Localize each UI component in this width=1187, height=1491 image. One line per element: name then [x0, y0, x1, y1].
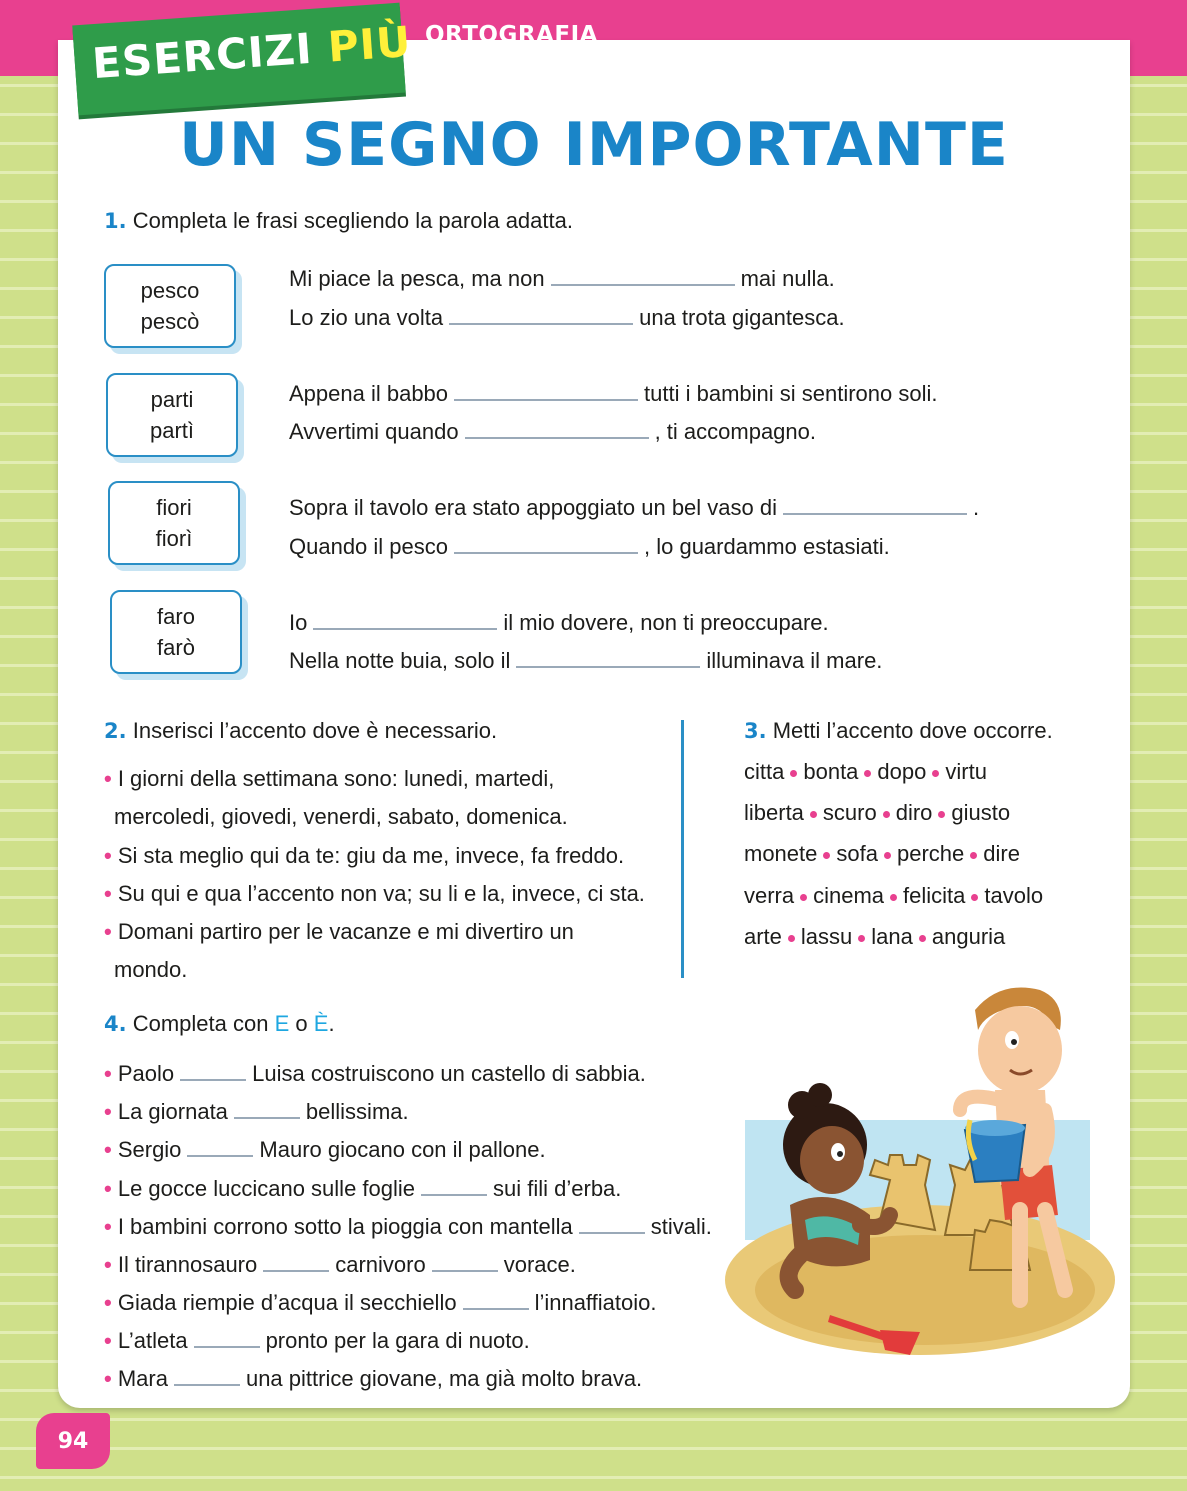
beach-sandcastle-illustration: [720, 970, 1120, 1380]
exercise-4-title: 4. Completa con E o È.: [104, 1011, 335, 1036]
answer-blank[interactable]: [551, 284, 735, 286]
answer-blank[interactable]: [313, 628, 497, 630]
list-item-continued: mercoledi, giovedi, venerdi, sabato, domenica.: [114, 804, 568, 829]
list-item: • Giada riempie d’acqua il secchiello l’innaffiatoio.: [104, 1290, 657, 1315]
answer-blank[interactable]: [516, 666, 700, 668]
word-row: verra cinema felicita tavolo: [744, 883, 1044, 908]
sentence-line: Nella notte buia, solo il illuminava il mare.: [289, 648, 883, 673]
list-item: • Mara una pittrice giovane, ma già molto brava.: [104, 1366, 643, 1391]
answer-blank[interactable]: [579, 1232, 645, 1234]
answer-blank[interactable]: [432, 1270, 498, 1272]
list-item: • Su qui e qua l’accento non va; su li e la, invece, ci sta.: [104, 881, 645, 906]
list-item: • Sergio Mauro giocano con il pallone.: [104, 1137, 546, 1162]
sentence-line: Appena il babbo tutti i bambini si sentirono soli.: [289, 381, 938, 406]
word-box-pesco: pesco pescò: [104, 264, 236, 348]
list-item: • L’atleta pronto per la gara di nuoto.: [104, 1328, 530, 1353]
list-item: • Le gocce luccicano sulle foglie sui fili d’erba.: [104, 1176, 622, 1201]
word-box-parti: parti partì: [106, 373, 238, 457]
list-item: • Paolo Luisa costruiscono un castello di sabbia.: [104, 1061, 646, 1086]
answer-blank[interactable]: [174, 1384, 240, 1386]
word-row: liberta scuro diro giusto: [744, 800, 1011, 825]
word-box-faro: faro farò: [110, 590, 242, 674]
sentence-line: Sopra il tavolo era stato appoggiato un bel vaso di .: [289, 495, 980, 520]
word-row: arte lassu lana anguria: [744, 924, 1006, 949]
answer-blank[interactable]: [421, 1194, 487, 1196]
list-item: • I bambini corrono sotto la pioggia con mantella stivali.: [104, 1214, 712, 1239]
answer-blank[interactable]: [454, 552, 638, 554]
answer-blank[interactable]: [234, 1117, 300, 1119]
answer-blank[interactable]: [783, 513, 967, 515]
sentence-line: Mi piace la pesca, ma non mai nulla.: [289, 266, 835, 291]
sentence-line: Quando il pesco , lo guardammo estasiati.: [289, 534, 890, 559]
word-row: citta bonta dopo virtu: [744, 759, 987, 784]
exercise-2-title: 2. Inserisci l’accento dove è necessario.: [104, 718, 498, 743]
answer-blank[interactable]: [187, 1155, 253, 1157]
word-box-fiori: fiori fiorì: [108, 481, 240, 565]
badge-word-esercizi: ESERCIZI: [90, 23, 315, 89]
list-item-continued: mondo.: [114, 957, 188, 982]
exercise-1-title: 1. Completa le frasi scegliendo la parola adatta.: [104, 208, 573, 233]
answer-blank[interactable]: [454, 399, 638, 401]
badge-word-piu: PIÙ: [326, 16, 413, 72]
answer-blank[interactable]: [180, 1079, 246, 1081]
word-row: monete sofa perche dire: [744, 841, 1020, 866]
sentence-line: Avvertimi quando , ti accompagno.: [289, 419, 817, 444]
sentence-line: Lo zio una volta una trota gigantesca.: [289, 305, 845, 330]
answer-blank[interactable]: [465, 437, 649, 439]
list-item: • La giornata bellissima.: [104, 1099, 409, 1124]
exercise-3-title: 3. Metti l’accento dove occorre.: [744, 718, 1053, 743]
column-divider: [681, 720, 684, 978]
page-number: 94: [36, 1413, 110, 1469]
sentence-line: Io il mio dovere, non ti preoccupare.: [289, 610, 829, 635]
answer-blank[interactable]: [463, 1308, 529, 1310]
answer-blank[interactable]: [449, 323, 633, 325]
section-label: ORTOGRAFIA: [425, 22, 598, 48]
list-item: • Il tirannosauro carnivoro vorace.: [104, 1252, 576, 1277]
answer-blank[interactable]: [194, 1346, 260, 1348]
answer-blank[interactable]: [263, 1270, 329, 1272]
page-title: UN SEGNO IMPORTANTE: [179, 110, 1009, 180]
list-item: • I giorni della settimana sono: lunedi, martedi,: [104, 766, 555, 791]
list-item: • Si sta meglio qui da te: giu da me, invece, fa freddo.: [104, 843, 625, 868]
list-item: • Domani partiro per le vacanze e mi divertiro un: [104, 919, 574, 944]
